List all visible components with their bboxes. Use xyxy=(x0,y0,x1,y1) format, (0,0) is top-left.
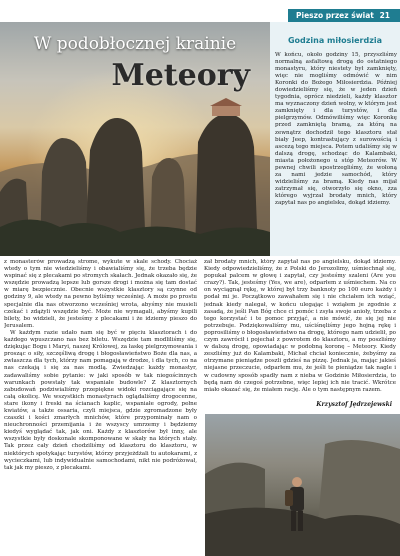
article-paragraph: zał brodaty mnich, który zapytał nas po angielsku, dokąd idziemy. Kiedy odpowiedzieliśmy, że z Polski do Jerozolimy, uśmiechnął się, popukał palcem w głowę i zapytał, czy jesteśmy szaleni (Are you crazy?). Tak, jesteśmy (Yes, we are), odparłem z uśmiechem. Na co on wyciągnął rękę, w której był trzy banknoty po 100 euro każdy i podał mi je. Początkowo zawahałem się i nie chciałem ich wziąć, jednak kiedy nalegał, w końcu ulegając i wziąłem je zgodnie z zasadą, że jeśli Pan Bóg chce ci pomóc i zsyła swoje anioły, trzeba z tego korzystać i te pomoc przyjąć, a nie mówić, że się jej nie potrzebuje. Podziękowaliśmy mu, uściśnęliśmy jego hojną rękę i poprosiliśmy o błogosławieństwo na drogę, którego nam udzielił, po czym zawrócił i pojechał z powrotem do klasztoru, a my poszliśmy w dalszą drogę, opowiadając w podobną koronę – Meteory. Kiedy zeszliśmy już do Kalambaki, Michał chciał koniecznie, żebyśmy za otrzymane pieniądze poszli gdzieś na pizzę. Jednak ja, mając jakieś niejasne przeczucie, odparłem mu, że jeśli te pieniądze tak nagle i w cudowny sposób spadły nam z nieba w Godzinie Miłosierdzia, to będą nam do czegoś potrzebne, więc lepiej ich nie tracić. Wkrótce miało okazać się, że miałem rację. Ale o tym następnym razem. xyxy=(204,259,396,393)
page-number: 21 xyxy=(379,11,390,20)
article-paragraph: z monasterów prowadzą strome, wykute w skale schody. Chociaż wtedy o tym nie wiedzieliśmy i obawialiśmy się, że trzeba będzie wspinać się z plecakami po stromych skałach. Jednak okazało się, że wszędzie prowadzą lepsze lub gorsze drogi i można się tam dostać w miarę bezpiecznie. Obecnie wszystkie klasztory są czynne od godziny 9, ale wtedy na pewno byliśmy wcześniej. A może po prostu specjalnie dla nas otworzono wcześniej wrota, abyśmy nie musieli czekać i zdążyli wszędzie być. Może nie wymagali, abyśmy kupili bilety, bo widzieli, że jesteśmy z plecakami i że idziemy pieszo do Jerusalem. xyxy=(4,259,197,329)
sidebar-box xyxy=(270,22,400,256)
section-tag xyxy=(288,9,400,22)
article-title-line1: W podobłocznej krainie xyxy=(33,34,237,54)
section-title: Pieszo przez świat xyxy=(296,11,374,20)
pilgrim-photo xyxy=(205,414,400,556)
article-paragraph: W każdym razie udało nam się być w pięciu klasztorach i do każdego wpuszczano nas bez biletu. Wszędzie tam modliliśmy się, dziękując Bogu i Maryi, naszej Królowej, za łaskę pielgrzymowania i prosząc o siły, szczęśliwą drogę i błogosławieństwo Boże dla nas, a zwłaszcza dla tych, którzy nam pomagają w drodze, i dla tych, co na nas czekają i się za nas modlą. Zwiedzając każdy monastyr, zadawaliśmy sobie pytanie: w jaki sposób w tak niegościnnych warunkach powstały tak wspaniałe budowle? Z klasztornych zabudowań podziwialiśmy przepiękne widoki rozciągające się na całą okolicę. We wszystkich monastyrach oglądaliśmy drogocenne, stare ikony i freski na ścianach kaplic, wspaniałe ogrody, pełne kwiatów, a także ossaria, czyli miejsca, gdzie zgromadzone były czaszki i kości zmarłych mnichów, które przypominały nam o nieuchronności przemijania i że wszyscy umrzemy i będziemy kiedyś wyglądać tak, jak oni. Każdy z klasztorów był inny, ale wszystkie były doskonale skomponowane w skały na których stały. Tak przez cały dzień chodziliśmy od klasztoru do klasztoru, w niektórych spotykając turystów, którzy przyjeżdżali tu autokarami, z wycieczkami, lub indywidualnie samochodami, nikt nie podróżował, tak jak my pieszo, z plecakami. xyxy=(4,329,197,471)
pilgrim-on-rocks-illustration xyxy=(205,414,400,556)
page-header xyxy=(0,0,400,22)
sidebar-text: W końcu, około godziny 15, przyszliśmy normalną asfaltową drogą do ostatniego monastyru, który niestety był zamknięty, więc nie mogliśmy odmówić w nim Koronki do Bożego Miłosierdzia. Później dowiedzieliśmy się, że w jeden dzień tygodnia, oprócz niedzieli, każdy klasztor ma wyznaczony dzień wolny, w którym jest zamknięty i dla turystów, i dla pielgrzymów. Odmówiliśmy więc Koronkę przed zamkniętą bramą, za którą na zewnątrz dochodził tego klasztoru stał biały Jeep, kontrastujący z surowością i ascezą tego miejsca. Potem udaliśmy się w dalszą drogę, schodząc do Kalambaki, miasta położonego u stóp Meteorów. W pewnej chwili spostrzegliśmy, że wołoną za nami jedzie samochód, który widzieliśmy za bramą. Kiedy nas mijał zatrzymał się, otworzyło się okno, zza którego wyjrzał brodaty mnich, który zapytał nas po angielsku, dokąd idziemy. xyxy=(275,52,397,206)
hero-photo xyxy=(0,22,270,256)
article-author: Krzysztof Jędrzejewski xyxy=(316,401,392,408)
article-column-right xyxy=(204,259,396,399)
article-column-left xyxy=(4,259,197,527)
article-title-line2: Meteory xyxy=(111,58,250,93)
sidebar-title: Godzina miłosierdzia xyxy=(287,36,382,45)
